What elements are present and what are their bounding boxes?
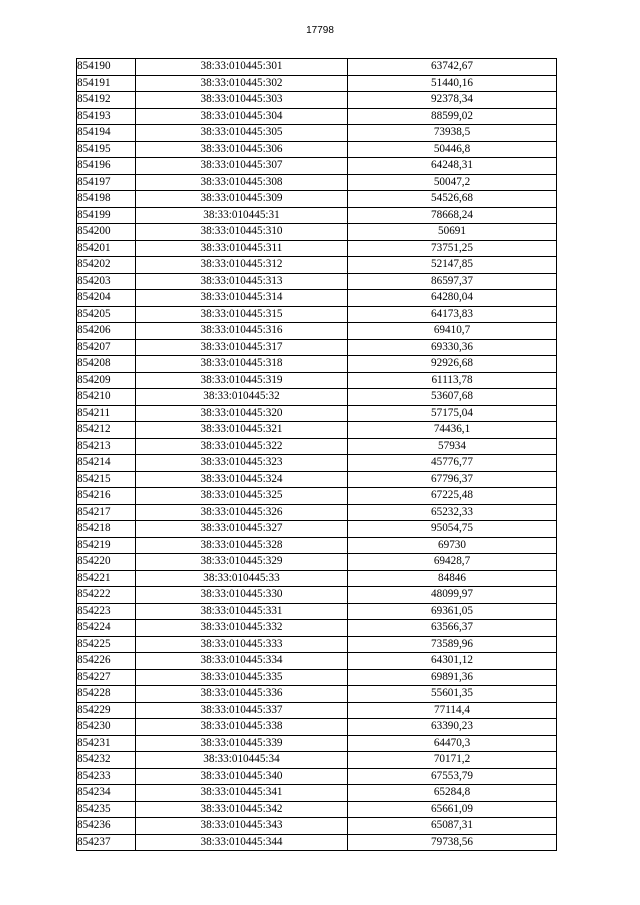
row-number-cell: 854237 xyxy=(77,834,136,851)
cadastral-number-cell: 38:33:010445:308 xyxy=(136,174,348,191)
table-row xyxy=(77,752,557,769)
cadastral-number-cell: 38:33:010445:342 xyxy=(136,801,348,818)
cadastral-number-cell: 38:33:010445:306 xyxy=(136,141,348,158)
table-row xyxy=(77,224,557,241)
value-cell: 50047,2 xyxy=(348,174,557,191)
cadastral-value-table xyxy=(76,58,557,851)
table-row xyxy=(77,735,557,752)
cadastral-number-cell: 38:33:010445:309 xyxy=(136,191,348,208)
row-number-cell: 854230 xyxy=(77,719,136,736)
value-cell: 65661,09 xyxy=(348,801,557,818)
row-number-cell: 854213 xyxy=(77,438,136,455)
cadastral-number-cell: 38:33:010445:304 xyxy=(136,108,348,125)
row-number-cell: 854209 xyxy=(77,372,136,389)
value-cell: 57934 xyxy=(348,438,557,455)
table-row xyxy=(77,488,557,505)
cadastral-number-cell: 38:33:010445:303 xyxy=(136,92,348,109)
cadastral-number-cell: 38:33:010445:344 xyxy=(136,834,348,851)
row-number-cell: 854219 xyxy=(77,537,136,554)
cadastral-number-cell: 38:33:010445:314 xyxy=(136,290,348,307)
value-cell: 67553,79 xyxy=(348,768,557,785)
table-row xyxy=(77,537,557,554)
row-number-cell: 854200 xyxy=(77,224,136,241)
row-number-cell: 854207 xyxy=(77,339,136,356)
cadastral-number-cell: 38:33:010445:305 xyxy=(136,125,348,142)
cadastral-number-cell: 38:33:010445:33 xyxy=(136,570,348,587)
value-cell: 45776,77 xyxy=(348,455,557,472)
table-row xyxy=(77,570,557,587)
value-cell: 51440,16 xyxy=(348,75,557,92)
row-number-cell: 854225 xyxy=(77,636,136,653)
value-cell: 69428,7 xyxy=(348,554,557,571)
row-number-cell: 854223 xyxy=(77,603,136,620)
table-row xyxy=(77,471,557,488)
value-cell: 70171,2 xyxy=(348,752,557,769)
cadastral-number-cell: 38:33:010445:340 xyxy=(136,768,348,785)
value-cell: 78668,24 xyxy=(348,207,557,224)
table-row xyxy=(77,306,557,323)
cadastral-number-cell: 38:33:010445:310 xyxy=(136,224,348,241)
table-row xyxy=(77,240,557,257)
row-number-cell: 854202 xyxy=(77,257,136,274)
cadastral-number-cell: 38:33:010445:312 xyxy=(136,257,348,274)
value-cell: 74436,1 xyxy=(348,422,557,439)
row-number-cell: 854199 xyxy=(77,207,136,224)
row-number-cell: 854217 xyxy=(77,504,136,521)
cadastral-number-cell: 38:33:010445:339 xyxy=(136,735,348,752)
value-cell: 73751,25 xyxy=(348,240,557,257)
table-row xyxy=(77,108,557,125)
table-row xyxy=(77,785,557,802)
row-number-cell: 854192 xyxy=(77,92,136,109)
cadastral-number-cell: 38:33:010445:330 xyxy=(136,587,348,604)
table-row xyxy=(77,818,557,835)
table-row xyxy=(77,504,557,521)
row-number-cell: 854224 xyxy=(77,620,136,637)
table-body xyxy=(77,59,557,851)
value-cell: 92378,34 xyxy=(348,92,557,109)
cadastral-number-cell: 38:33:010445:334 xyxy=(136,653,348,670)
row-number-cell: 854234 xyxy=(77,785,136,802)
value-cell: 67225,48 xyxy=(348,488,557,505)
cadastral-number-cell: 38:33:010445:319 xyxy=(136,372,348,389)
row-number-cell: 854208 xyxy=(77,356,136,373)
table-row xyxy=(77,669,557,686)
value-cell: 52147,85 xyxy=(348,257,557,274)
row-number-cell: 854198 xyxy=(77,191,136,208)
value-cell: 67796,37 xyxy=(348,471,557,488)
table-row xyxy=(77,405,557,422)
row-number-cell: 854205 xyxy=(77,306,136,323)
value-cell: 92926,68 xyxy=(348,356,557,373)
value-cell: 55601,35 xyxy=(348,686,557,703)
table-row xyxy=(77,686,557,703)
cadastral-number-cell: 38:33:010445:324 xyxy=(136,471,348,488)
cadastral-number-cell: 38:33:010445:313 xyxy=(136,273,348,290)
value-cell: 63742,67 xyxy=(348,59,557,76)
table-row xyxy=(77,207,557,224)
table-row xyxy=(77,438,557,455)
table-row xyxy=(77,257,557,274)
value-cell: 57175,04 xyxy=(348,405,557,422)
table-row xyxy=(77,768,557,785)
row-number-cell: 854214 xyxy=(77,455,136,472)
cadastral-number-cell: 38:33:010445:338 xyxy=(136,719,348,736)
row-number-cell: 854221 xyxy=(77,570,136,587)
table-row xyxy=(77,59,557,76)
table-row xyxy=(77,636,557,653)
table-row xyxy=(77,290,557,307)
cadastral-number-cell: 38:33:010445:323 xyxy=(136,455,348,472)
cadastral-number-cell: 38:33:010445:315 xyxy=(136,306,348,323)
table-row xyxy=(77,521,557,538)
value-cell: 73938,5 xyxy=(348,125,557,142)
table-row xyxy=(77,554,557,571)
table-row xyxy=(77,620,557,637)
cadastral-number-cell: 38:33:010445:337 xyxy=(136,702,348,719)
table-row xyxy=(77,801,557,818)
value-cell: 65284,8 xyxy=(348,785,557,802)
table-row xyxy=(77,702,557,719)
value-cell: 69361,05 xyxy=(348,603,557,620)
row-number-cell: 854232 xyxy=(77,752,136,769)
row-number-cell: 854210 xyxy=(77,389,136,406)
cadastral-number-cell: 38:33:010445:316 xyxy=(136,323,348,340)
value-cell: 69891,36 xyxy=(348,669,557,686)
value-cell: 48099,97 xyxy=(348,587,557,604)
cadastral-number-cell: 38:33:010445:333 xyxy=(136,636,348,653)
value-cell: 64280,04 xyxy=(348,290,557,307)
table-row xyxy=(77,92,557,109)
cadastral-number-cell: 38:33:010445:326 xyxy=(136,504,348,521)
cadastral-number-cell: 38:33:010445:322 xyxy=(136,438,348,455)
value-cell: 69410,7 xyxy=(348,323,557,340)
row-number-cell: 854212 xyxy=(77,422,136,439)
value-cell: 64173,83 xyxy=(348,306,557,323)
value-cell: 64470,3 xyxy=(348,735,557,752)
cadastral-number-cell: 38:33:010445:328 xyxy=(136,537,348,554)
table-row xyxy=(77,603,557,620)
row-number-cell: 854204 xyxy=(77,290,136,307)
value-cell: 50691 xyxy=(348,224,557,241)
cadastral-number-cell: 38:33:010445:332 xyxy=(136,620,348,637)
value-cell: 64248,31 xyxy=(348,158,557,175)
table-row xyxy=(77,587,557,604)
row-number-cell: 854215 xyxy=(77,471,136,488)
cadastral-number-cell: 38:33:010445:336 xyxy=(136,686,348,703)
cadastral-number-cell: 38:33:010445:329 xyxy=(136,554,348,571)
table-row xyxy=(77,719,557,736)
row-number-cell: 854194 xyxy=(77,125,136,142)
row-number-cell: 854233 xyxy=(77,768,136,785)
value-cell: 73589,96 xyxy=(348,636,557,653)
cadastral-number-cell: 38:33:010445:325 xyxy=(136,488,348,505)
row-number-cell: 854206 xyxy=(77,323,136,340)
value-cell: 88599,02 xyxy=(348,108,557,125)
cadastral-number-cell: 38:33:010445:327 xyxy=(136,521,348,538)
value-cell: 84846 xyxy=(348,570,557,587)
row-number-cell: 854195 xyxy=(77,141,136,158)
cadastral-number-cell: 38:33:010445:331 xyxy=(136,603,348,620)
value-cell: 86597,37 xyxy=(348,273,557,290)
value-cell: 63390,23 xyxy=(348,719,557,736)
table-row xyxy=(77,422,557,439)
value-cell: 69330,36 xyxy=(348,339,557,356)
cadastral-number-cell: 38:33:010445:32 xyxy=(136,389,348,406)
table-row xyxy=(77,174,557,191)
row-number-cell: 854193 xyxy=(77,108,136,125)
row-number-cell: 854220 xyxy=(77,554,136,571)
cadastral-number-cell: 38:33:010445:335 xyxy=(136,669,348,686)
table-row xyxy=(77,125,557,142)
cadastral-number-cell: 38:33:010445:317 xyxy=(136,339,348,356)
value-cell: 61113,78 xyxy=(348,372,557,389)
value-cell: 77114,4 xyxy=(348,702,557,719)
row-number-cell: 854190 xyxy=(77,59,136,76)
cadastral-number-cell: 38:33:010445:341 xyxy=(136,785,348,802)
row-number-cell: 854227 xyxy=(77,669,136,686)
table-row xyxy=(77,273,557,290)
table-row xyxy=(77,653,557,670)
table-row xyxy=(77,158,557,175)
row-number-cell: 854191 xyxy=(77,75,136,92)
cadastral-number-cell: 38:33:010445:31 xyxy=(136,207,348,224)
value-cell: 79738,56 xyxy=(348,834,557,851)
cadastral-number-cell: 38:33:010445:307 xyxy=(136,158,348,175)
row-number-cell: 854231 xyxy=(77,735,136,752)
row-number-cell: 854196 xyxy=(77,158,136,175)
cadastral-number-cell: 38:33:010445:321 xyxy=(136,422,348,439)
table-row xyxy=(77,191,557,208)
table-row xyxy=(77,834,557,851)
table-row xyxy=(77,141,557,158)
value-cell: 53607,68 xyxy=(348,389,557,406)
cadastral-number-cell: 38:33:010445:320 xyxy=(136,405,348,422)
row-number-cell: 854218 xyxy=(77,521,136,538)
value-cell: 69730 xyxy=(348,537,557,554)
value-cell: 64301,12 xyxy=(348,653,557,670)
cadastral-number-cell: 38:33:010445:301 xyxy=(136,59,348,76)
row-number-cell: 854216 xyxy=(77,488,136,505)
value-cell: 54526,68 xyxy=(348,191,557,208)
table-row xyxy=(77,323,557,340)
row-number-cell: 854197 xyxy=(77,174,136,191)
cadastral-number-cell: 38:33:010445:34 xyxy=(136,752,348,769)
row-number-cell: 854228 xyxy=(77,686,136,703)
table-row xyxy=(77,339,557,356)
row-number-cell: 854211 xyxy=(77,405,136,422)
value-cell: 63566,37 xyxy=(348,620,557,637)
value-cell: 65087,31 xyxy=(348,818,557,835)
row-number-cell: 854201 xyxy=(77,240,136,257)
cadastral-number-cell: 38:33:010445:311 xyxy=(136,240,348,257)
value-cell: 65232,33 xyxy=(348,504,557,521)
table-row xyxy=(77,75,557,92)
cadastral-number-cell: 38:33:010445:343 xyxy=(136,818,348,835)
table-row xyxy=(77,455,557,472)
table-row xyxy=(77,356,557,373)
row-number-cell: 854226 xyxy=(77,653,136,670)
value-cell: 50446,8 xyxy=(348,141,557,158)
table-row xyxy=(77,389,557,406)
value-cell: 95054,75 xyxy=(348,521,557,538)
row-number-cell: 854222 xyxy=(77,587,136,604)
cadastral-number-cell: 38:33:010445:302 xyxy=(136,75,348,92)
row-number-cell: 854203 xyxy=(77,273,136,290)
row-number-cell: 854236 xyxy=(77,818,136,835)
row-number-cell: 854229 xyxy=(77,702,136,719)
row-number-cell: 854235 xyxy=(77,801,136,818)
table-row xyxy=(77,372,557,389)
cadastral-number-cell: 38:33:010445:318 xyxy=(136,356,348,373)
page-number: 17798 xyxy=(306,25,334,36)
